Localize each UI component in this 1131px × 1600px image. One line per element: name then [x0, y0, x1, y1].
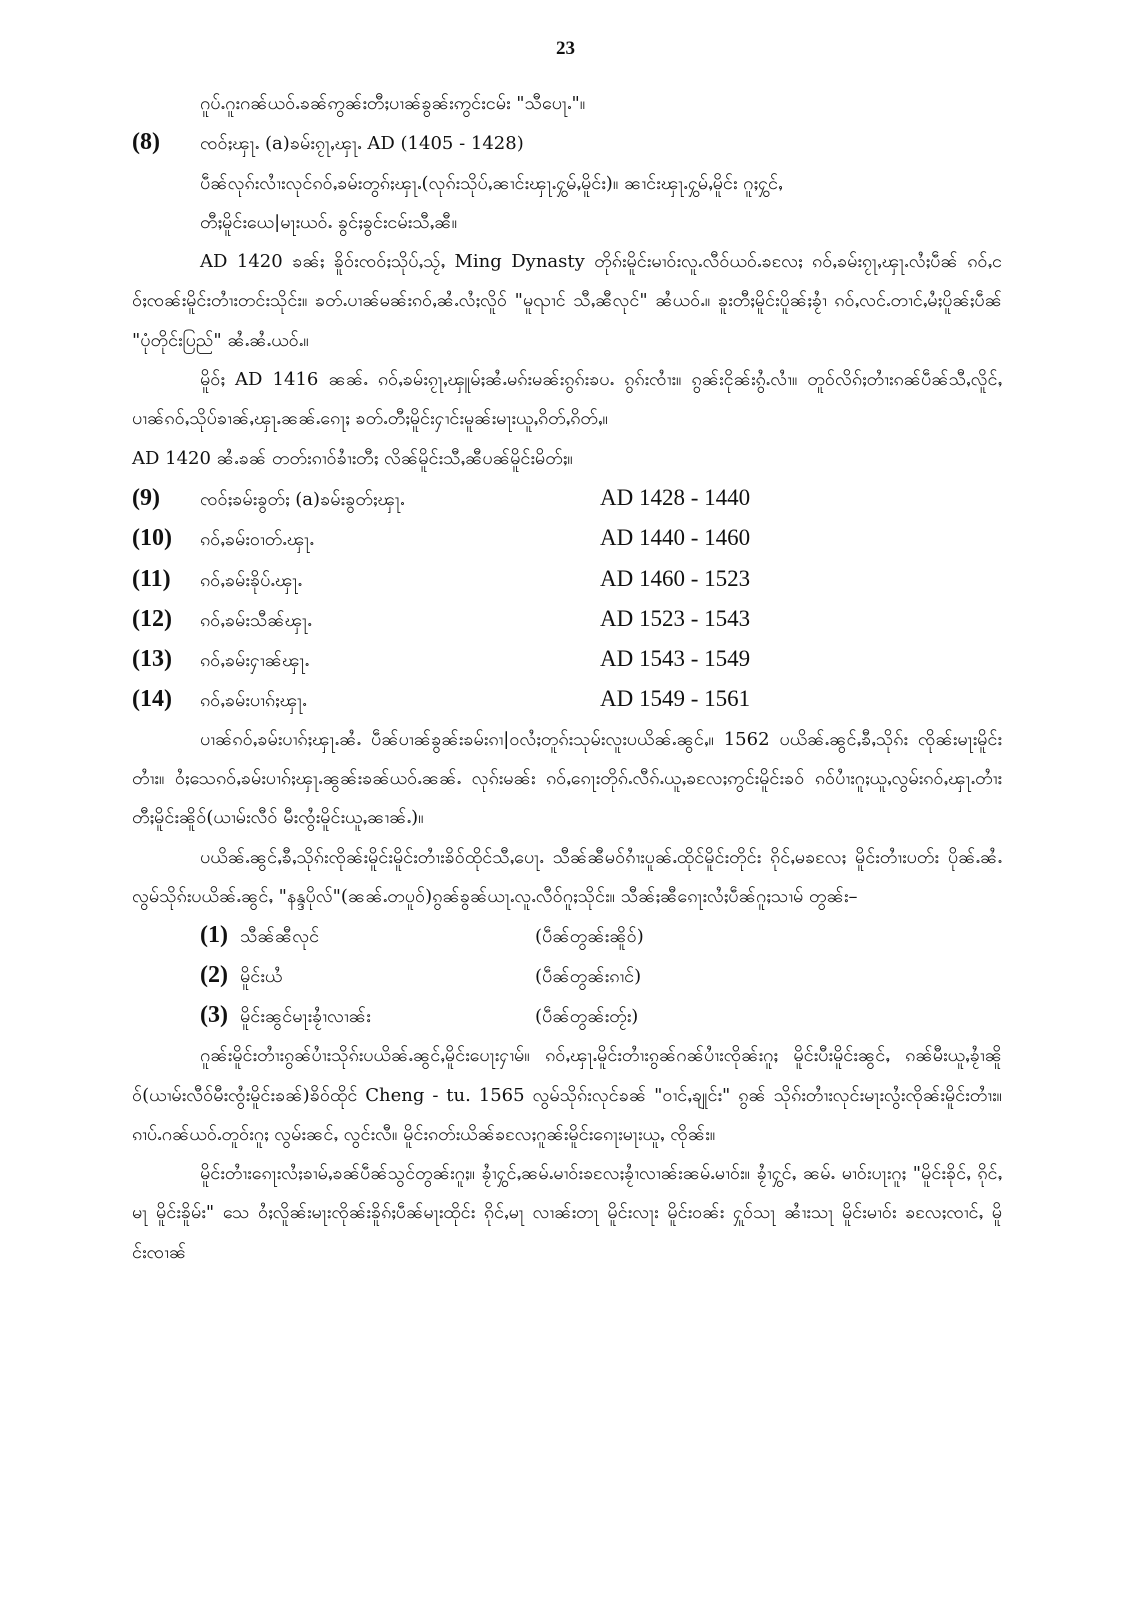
division-row [132, 996, 1002, 1036]
king-number: (10) [132, 525, 172, 552]
paragraph: AD 1420 ၶၼ်ႈ ၶိူဝ်းၸဝ်ႈသိုပ်ႇသႂ်ႇ Ming Dynasty တိုၵ်းမိူင်းမၢဝ်းလူႉလီဝ်ယဝ်ႉၶလႄႈ ၵဝ်ႇၶမ်းၵႂႃႇၾႃႉလႆႈပဵၼ် ၵဝ်ႇငဝ်ႈၸၼ်းမိူင်းတၢႆးတင်းသိုင်း။ ၶတ်ႉပၢၼ်မၼ်းၵဝ်ႇၼႆႉလႆႈလိူဝ် "မူၺၢင် သီႇၼီလုင်" ၼႆယဝ်ႉ။ ၶူးတီႈမိူင်းပိူၼ်ႈၶႂၢႆ ၵဝ်ႇလင်ႉတၢင်ႇမႆႈပိူၼ်ႈပဵၼ် "ပုံတိုင်းပြည်" ၼႆႉၼႆႉယဝ်ႉ။ [132, 251, 1002, 351]
king-row [132, 559, 1002, 599]
paragraph: ပယိၼ်ႉၼွင်ႇၶီႇသိုၵ်းၸိုၼ်းမိူင်းမိူင်းတၢႆးၶိဝ်ထိုင်သီႇပေႃႉ သီၼ်ၼီမဝ်ၵၢႆးပူၼ်ႉထိုင်မိူင်းတိုင်း ၵိုင်ႇမၶလႄႈ မိူင်းတၢႆးပတ်း ပိုၼ်ႉၼႆႉလွမ်သိုၵ်းပယိၼ်ႉၼွင်ႇ "နန္ဒပိုလ်"(ၼၼ်ႉတပူဝ်)ၵွၼ်ၶွၼ်ယႃႉလူႉလီဝ်ဂူႈသိုင်း။ သီၼ်ႈၼီၵေႃးလႆႈပဵၼ်ဂူႈသၢမ် တွၼ်း– [132, 846, 1002, 907]
king-number: (13) [132, 646, 172, 673]
king-number: (9) [132, 484, 160, 511]
paragraph: ဂူၼ်းမိူင်းတၢႆးၵွၼ်ပၢႆးသိုၵ်းပယိၼ်ႉၼွင်ႇမိူင်းပေႃးႁၢမ်။ ၵဝ်ႇၾႃႉမိူင်းတၢႆးၵွၼ်ဂၼ်ပၢႆးၸိုၼ်းဂူႈ မိူင်းပီးမိူင်းၼွင်ႇ ၵၼ်မီးယူႇၶႂၢႆၼိူဝ်(ယၢမ်းလီဝ်မီးၸွႆးမိူင်းၶၼ်)ၶိဝ်ထိုင် Cheng - tu. 1565 လွမ်သိုၵ်းလုင်ၶၼ် "ဝၢင်ႇၶျုင်း" ၵွၼ် သိုၵ်းတၢႆးလုင်းမႃးလွႆးၸိုၼ်းမိူင်းတၢႆး။ ၵၢပ်ႉဂၼ်ယဝ်ႉတူဝ်းဂူႈ လွမ်းၼင်ႇ လွင်းလီ။ မိူင်းၵတ်းယိၼ်ၶလႄႈဂူၼ်းမိူင်းၵေႃးမႃးယူႇ ၸိုၼ်း။ [132, 1045, 1002, 1145]
division-note: (ပဵၼ်တွၼ်းတႂ်း) [535, 1006, 639, 1028]
page-number: 23 [556, 38, 575, 59]
king-row [132, 478, 1002, 518]
king-name: ၵဝ်ႇၶမ်းႁၢၼ်ၾႃႉ [200, 650, 310, 672]
division-number: (1) [200, 922, 228, 949]
division-row [132, 956, 1002, 996]
king-row [132, 518, 1002, 558]
king-reign-years: AD 1523 - 1543 [600, 605, 751, 631]
paragraph: AD 1420 ၼႆႉၶၼ် တတ်းၵၢဝ်ၶၢႆးတီႈ လိၼ်မိူင်းသီႇၼီပၼ်မိူင်းမိတ်ႈ။ [132, 447, 573, 469]
king-name: ၵဝ်ႇၶမ်းၶိုပ်ႉၾႃႉ [200, 569, 303, 591]
king-name: ၵဝ်ႇၶမ်းသီၼ်ၾႃႉ [200, 609, 312, 631]
section-8-line-1: ပဵၼ်လုၵ်းလၢႆးလုင်ၵဝ်ႇၶမ်းတွၵ်ႈၾႃႉ(လုၵ်းသိုပ်ႇၼၢင်းၾႃႉႁွမ်ႇမိူင်း)။ ၼၢင်းၾႃႉႁွမ်ႇမိူင်း ဂူႈႁွင်ႇ [200, 172, 783, 194]
section-8-title: ၸဝ်ႈၾႃႉ (a)ၶမ်းၵႂႃႇၾႃႉ AD (1405 - 1428) [200, 133, 524, 155]
division-note: (ပဵၼ်တွၼ်းၵၢင်) [535, 966, 642, 988]
section-8-line-2: တီႈမိူင်းယေ|မႃးယဝ်ႉ ၶွင်ႈၶွင်းငမ်းသီႇၼီ။ [200, 211, 458, 233]
king-row [132, 639, 1002, 679]
division-number: (3) [200, 1002, 228, 1029]
section-8-heading [132, 123, 1002, 163]
paragraph: မိူဝ်ႈ AD 1416 ၼၼ်ႉ ၵဝ်ႇၶမ်းၵႂႃႇၾူမ်ႈၼႆႉမၵ်းမၼ်းၵွၵ်းၶပႉ ၵွၵ်းၸၢႆး။ ၵွၼ်းငိုၼ်းၵွႆႉလၢႆ။ တူဝ်လိၵ်ႈတၢႆးၵၼ်ပဵၼ်သီႇလိူင်ႇပၢၼ်ၵဝ်ႇသိုပ်ၶၢၼ်ႇၾႃႉၼၼ်ႉၵေႃႈ ၶတ်ႉတီႈမိူင်းႁၢင်းမူၼ်းမႃးယူႇၵိတ်ႇၵိတ်ႇ။ [132, 369, 1002, 430]
king-number: (11) [132, 565, 171, 592]
king-name: ၸဝ်ႈၶမ်းၶွတ်ႈ (a)ၶမ်းၶွတ်ႈၾႃႉ [200, 488, 405, 510]
division-name: မိူင်းၼွင်မႃးၶႂၢႆလၢၼ်း [240, 1006, 371, 1028]
division-note: (ပဵၼ်တွၼ်းၼိူဝ်) [535, 926, 644, 948]
king-reign-years: AD 1549 - 1561 [600, 686, 751, 712]
division-name: သီၼ်ၼီလုင် [240, 926, 320, 948]
paragraph: မိူင်းတၢႆးၵေႃးလႆႈၶၢမ်ႇၶၼ်ပဵၼ်သွင်တွၼ်းဂူႈ။ ၶႂၢႆႁွင်ႇၼမ်ႉမၢဝ်းၶလႄႈၶႂၢႆလၢၼ်းၼမ်ႉမၢဝ်း။ ၶႂၢႆႁွင်ႇ ၼမ်ႉ မၢဝ်းပႃးဂူႈ "မိူင်းၶိုင်ႇ ၵိုင်ႇမႃ မိူင်းၶိူမ်း" သေ ဝႆႈလိူၼ်းမႃးၸိုၼ်းၶိူၵ်ႈပဵၼ်မႃးထိုင်း ၵိုင်ႇမႃ လၢၼ်းတႃ မိူင်းလႃး မိူင်းဝၼ်း ႁူဝ်သႃ ၼၢႆးသႃ မိူင်းမၢဝ်း ၶလႄႈၸၢင်ႇ မိူင်းၸၢၼ် [132, 1163, 1002, 1263]
section-8-number: (8) [132, 129, 160, 156]
king-reign-years: AD 1440 - 1460 [600, 525, 751, 551]
intro-line: ဂူပ်ႉဂူးဂၼ်ယဝ်ႉၶၼ်ဢွၼ်းတီႈပၢၼ်ၶွၼ်းဢွင်းငမ်း "သီပေႃႉ"။ [200, 93, 586, 114]
division-number: (2) [200, 962, 228, 989]
page-content [132, 84, 1002, 1272]
division-name: မိူင်းယႆ [240, 966, 283, 988]
king-name: ၵဝ်ႇၶမ်းဝၢတ်ႉၾႃႉ [200, 529, 314, 551]
division-list [132, 916, 1002, 1036]
king-reign-years: AD 1460 - 1523 [600, 565, 751, 591]
king-number: (14) [132, 686, 172, 713]
king-reign-years: AD 1428 - 1440 [600, 484, 751, 510]
king-reign-years: AD 1543 - 1549 [600, 646, 751, 672]
king-list [132, 478, 1002, 720]
king-name: ၵဝ်ႇၶမ်းပၢၵ်ႈၾႃႉ [200, 690, 307, 712]
king-row [132, 679, 1002, 719]
division-row [132, 916, 1002, 956]
king-row [132, 599, 1002, 639]
paragraph: ပၢၼ်ၵဝ်ႇၶမ်းပၢၵ်ႈၾႃႉၼႆႉ ပဵၼ်ပၢၼ်ၶွၼ်းၶမ်းၵၢ|ဝလႆႈတူၵ်းသုမ်းလူးပယိၼ်ႉၼွင်ႇ။ 1562 ပယိၼ်ႉၼွင်ႇၶီႇသိုၵ်း ၸိုၼ်းမႃးမိူင်းတၢႆး။ ဝႆႈသေၵဝ်ႇၶမ်းပၢၵ်ႈၾႃႉၼွၼ်းၶၼ်ယဝ်ႉၼၼ်ႉ လုၵ်းမၼ်း ၵဝ်ႇၵေႃးတိုၵ်ႉလီၵ်ႉယူႇၶလႄႈဢွင်းမိူင်းၶဝ် ၵဝ်ပၢႆးဂူႈယူႇလွမ်းၵဝ်ႇၾႃႉတၢႆး တီႈမိူင်းၼိူဝ်(ယၢမ်းလီဝ် မီးၸွႆးမိူင်းယူႇၼၢၼ်ႉ)။ [132, 728, 1002, 829]
king-number: (12) [132, 605, 172, 632]
